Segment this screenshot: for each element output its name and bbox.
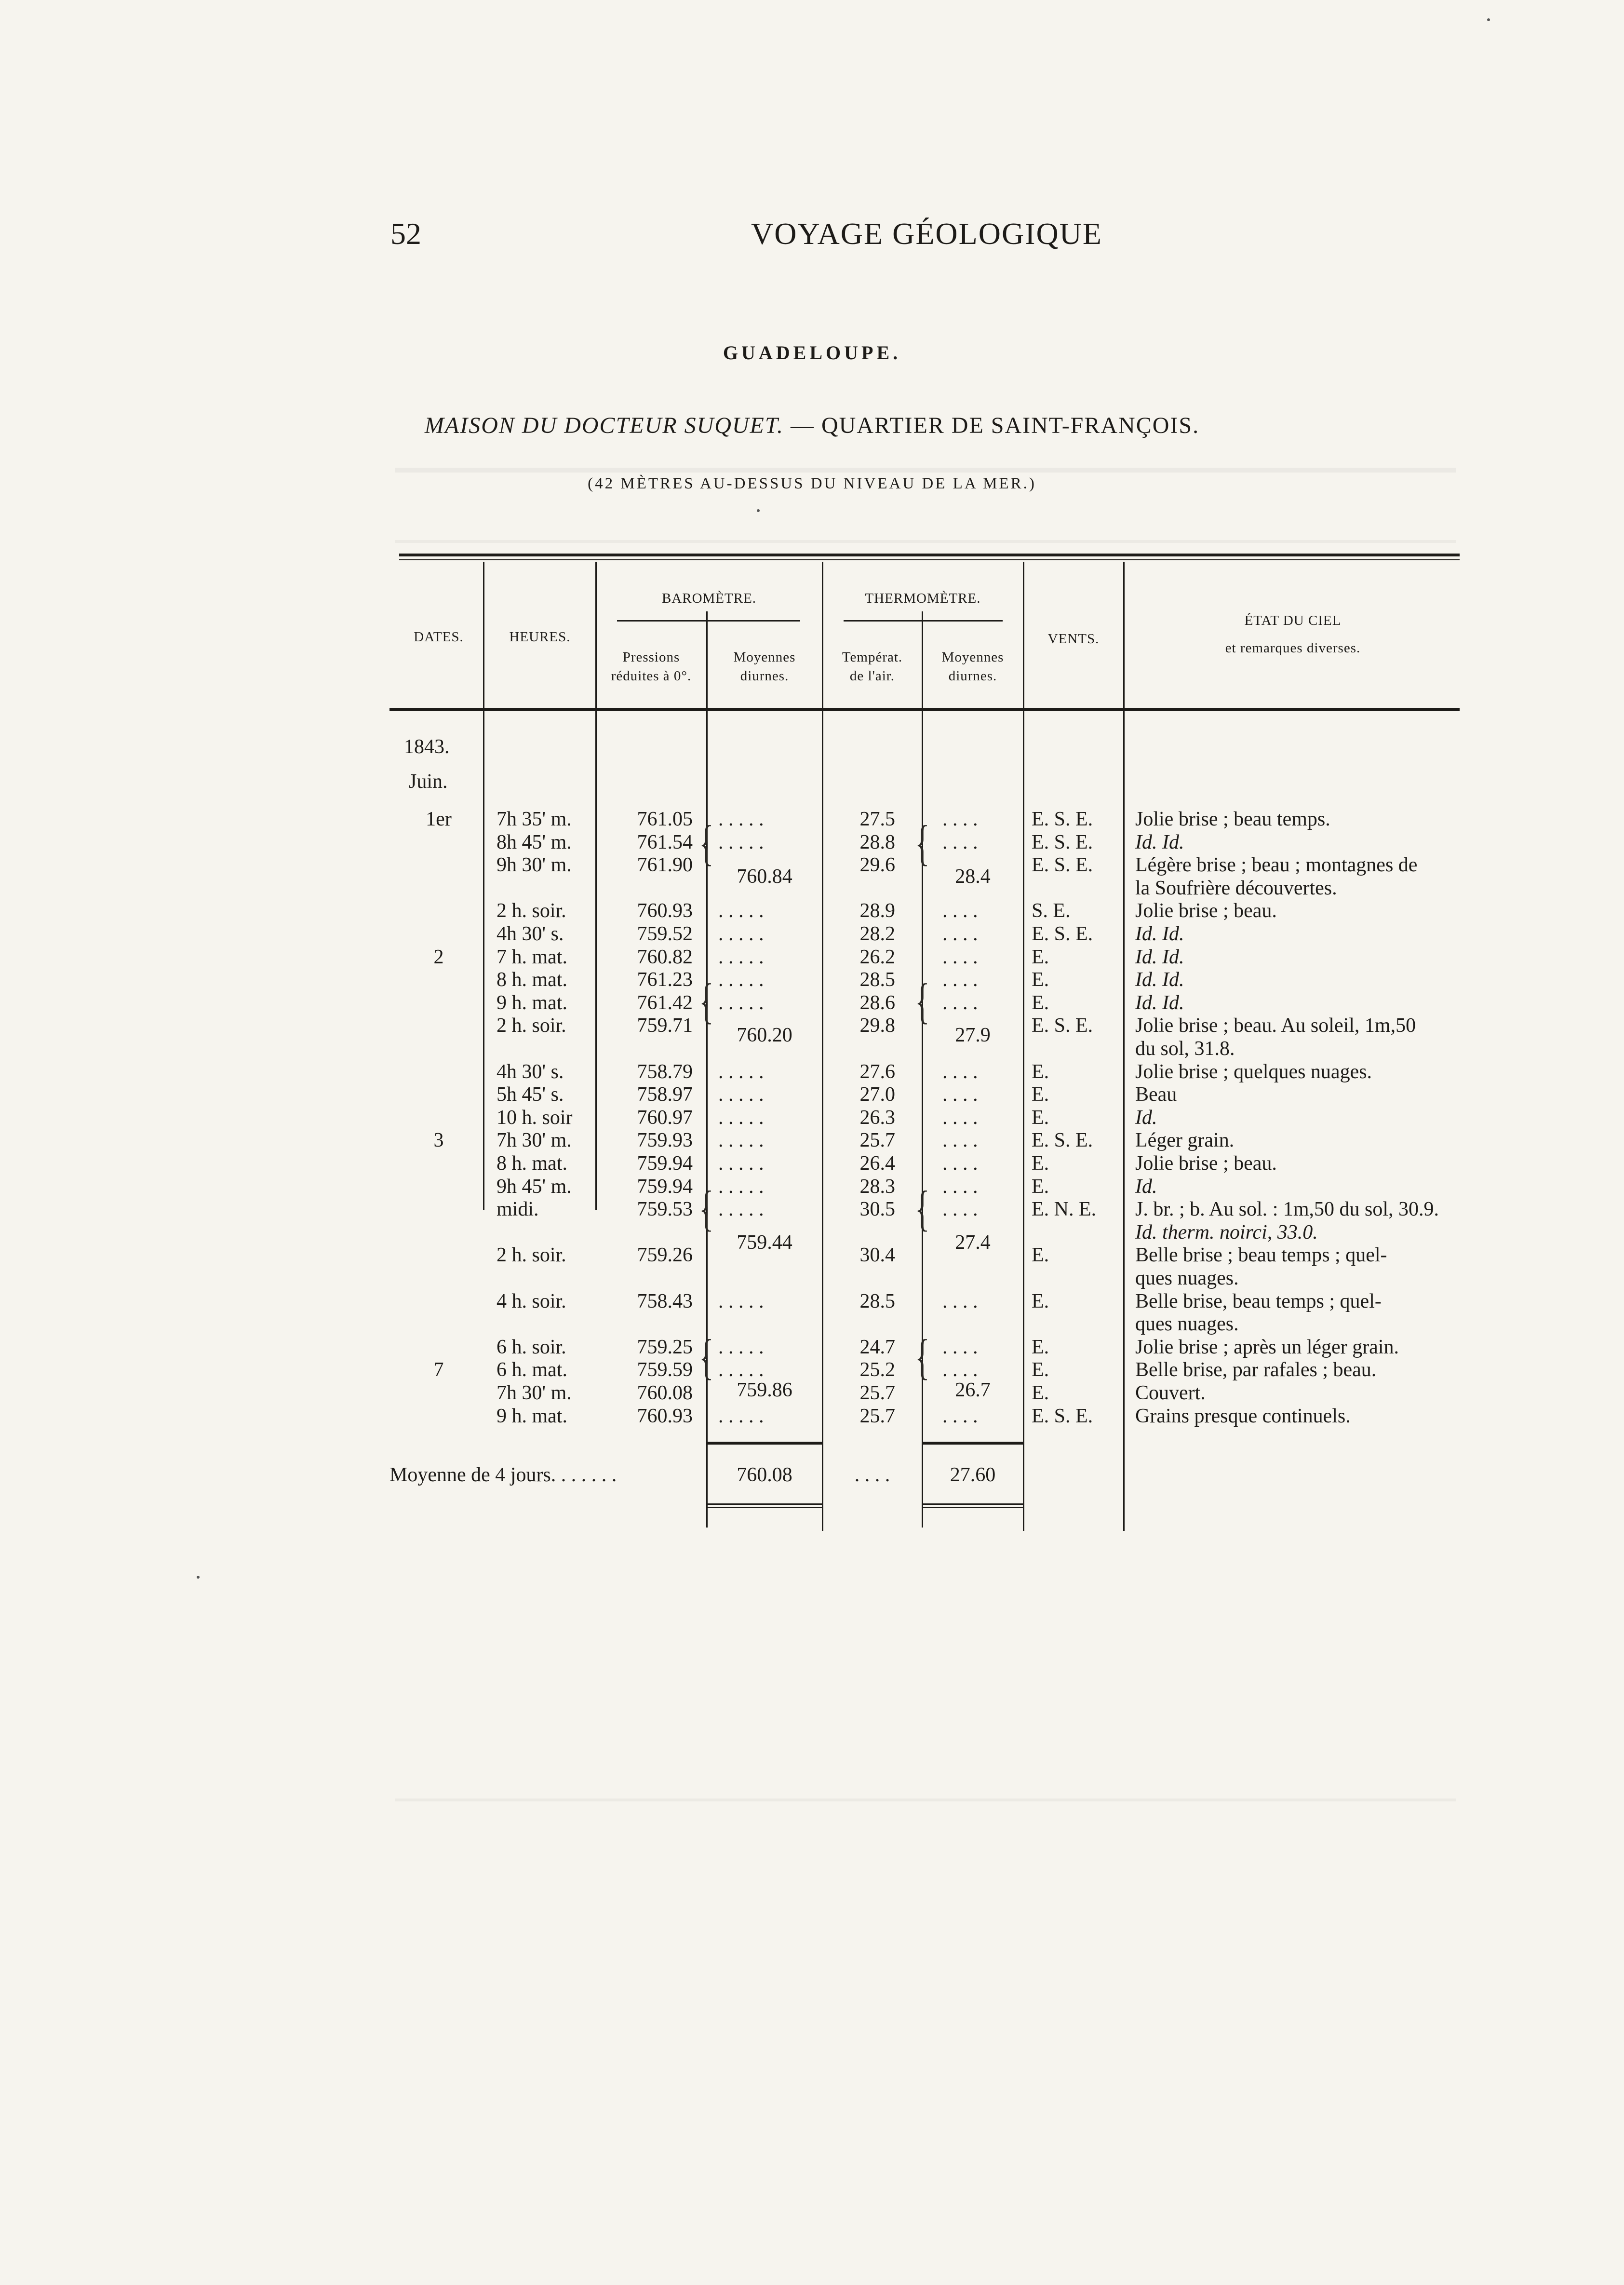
header-etat-l2: et remarques diverses. — [1225, 640, 1361, 656]
total-rule — [923, 1442, 1023, 1445]
brace-day-1-therm: { — [915, 815, 930, 870]
cell-etat: Jolie brise ; beau temps. — [1135, 808, 1330, 830]
cell-etat: Id. Id. — [1135, 946, 1184, 968]
cell-temp: 26.3 — [859, 1107, 895, 1129]
year-label: 1843. — [404, 736, 450, 758]
cell-moy-t: . . . . — [942, 1061, 978, 1083]
cell-moy-b: . . . . . — [718, 923, 764, 945]
daily-mean-baro: 759.44 — [737, 1231, 792, 1254]
daily-mean-therm: 26.7 — [955, 1379, 991, 1401]
daily-mean-baro: 760.20 — [737, 1024, 792, 1046]
cell-moy-t: . . . . — [942, 1083, 978, 1106]
cell-moy-t: . . . . — [942, 923, 978, 945]
cell-moy-t: . . . . — [942, 946, 978, 968]
cell-moy-t: . . . . — [942, 900, 978, 922]
header-moy-baro-l1: Moyennes — [733, 649, 796, 665]
cell-pression: 758.43 — [637, 1290, 693, 1312]
footer-rule — [707, 1503, 822, 1505]
cell-moy-b: . . . . . — [718, 1176, 764, 1198]
cell-pression: 759.71 — [637, 1014, 693, 1037]
cell-etat: Jolie brise ; beau. — [1135, 900, 1277, 922]
cell-moy-t: . . . . — [942, 969, 978, 991]
cell-moy-t: . . . . — [942, 1129, 978, 1151]
cell-heure: 9h 45' m. — [497, 1176, 572, 1198]
cell-etat: Id. — [1135, 1176, 1157, 1198]
cell-pression: 759.94 — [637, 1176, 693, 1198]
cell-pression: 760.97 — [637, 1107, 693, 1129]
page-number: 52 — [390, 216, 421, 251]
cell-moy-b: . . . . . — [718, 808, 764, 830]
cell-heure: 10 h. soir — [497, 1107, 573, 1129]
subheading-location: MAISON DU DOCTEUR SUQUET. — [424, 413, 784, 438]
cell-vent: E. — [1032, 1244, 1049, 1266]
stray-dot — [1487, 18, 1490, 21]
brace-day-3-therm: { — [915, 1181, 930, 1236]
cell-temp: 28.6 — [859, 992, 895, 1014]
cell-moy-b: . . . . . — [718, 1336, 764, 1358]
brace-day-7-baro: { — [699, 1329, 714, 1384]
daily-mean-baro: 760.84 — [737, 865, 792, 888]
month-label: Juin. — [409, 771, 448, 793]
stray-dot — [757, 509, 760, 512]
cell-pression: 759.26 — [637, 1244, 693, 1266]
cell-moy-b: . . . . . — [718, 992, 764, 1014]
cell-heure: 7h 30' m. — [497, 1382, 572, 1404]
cell-etat: Belle brise, par rafales ; beau. — [1135, 1359, 1377, 1381]
cell-etat: Id. Id. — [1135, 923, 1184, 945]
col-sep — [1023, 562, 1024, 1531]
bleed-through-band — [395, 540, 1456, 543]
cell-moy-t: . . . . — [942, 1359, 978, 1381]
cell-temp: 27.5 — [859, 808, 895, 830]
cell-vent: E. — [1032, 992, 1049, 1014]
cell-etat: ques nuages. — [1135, 1267, 1239, 1289]
cell-temp: 28.5 — [859, 1290, 895, 1312]
cell-temp: 30.4 — [859, 1244, 895, 1266]
cell-temp: 28.8 — [859, 831, 895, 853]
cell-vent: E. — [1032, 1176, 1049, 1198]
cell-vent: E. — [1032, 1061, 1049, 1083]
brace-day-3-baro: { — [699, 1181, 714, 1236]
bleed-through-band — [395, 1798, 1456, 1801]
cell-etat: Couvert. — [1135, 1382, 1206, 1404]
footer-rule — [707, 1507, 822, 1508]
cell-pression: 759.59 — [637, 1359, 693, 1381]
cell-vent: E. — [1032, 1083, 1049, 1106]
cell-heure: 2 h. soir. — [497, 1014, 566, 1037]
cell-temp: 27.6 — [859, 1061, 895, 1083]
header-thermometre: THERMOMÈTRE. — [865, 591, 981, 606]
header-temperat — [823, 648, 922, 686]
cell-date: 3 — [433, 1129, 444, 1151]
header-moy-therm-l1: Moyennes — [941, 649, 1004, 665]
cell-heure: 7h 35' m. — [497, 808, 572, 830]
header-thermometre-rule — [844, 620, 1003, 622]
table-top-rule — [399, 554, 1460, 556]
cell-temp: 24.7 — [859, 1336, 895, 1358]
col-sep — [1123, 562, 1125, 1531]
cell-heure: 7h 30' m. — [497, 1129, 572, 1151]
cell-temp: 30.5 — [859, 1198, 895, 1220]
total-rule — [707, 1442, 822, 1445]
brace-day-1-baro: { — [699, 815, 714, 870]
cell-heure: 6 h. soir. — [497, 1336, 566, 1358]
cell-moy-b: . . . . . — [718, 1129, 764, 1151]
cell-etat: Belle brise ; beau temps ; quel- — [1135, 1244, 1387, 1266]
cell-temp: 28.2 — [859, 923, 895, 945]
header-moy-baro — [707, 648, 822, 686]
cell-heure: 8 h. mat. — [497, 969, 567, 991]
cell-moy-b: . . . . . — [718, 1152, 764, 1175]
cell-etat: Id. Id. — [1135, 992, 1184, 1014]
cell-etat: Id. Id. — [1135, 831, 1184, 853]
daily-mean-baro: 759.86 — [737, 1379, 792, 1401]
cell-pression: 761.05 — [637, 808, 693, 830]
cell-pression: 758.79 — [637, 1061, 693, 1083]
cell-temp: 28.5 — [859, 969, 895, 991]
cell-moy-b: . . . . . — [718, 900, 764, 922]
cell-moy-b: . . . . . — [718, 1405, 764, 1427]
cell-vent: E. S. E. — [1032, 808, 1093, 830]
cell-temp: 28.3 — [859, 1176, 895, 1198]
cell-etat: du sol, 31.8. — [1135, 1038, 1235, 1060]
cell-heure: 4h 30' s. — [497, 923, 564, 945]
cell-heure: 8h 45' m. — [497, 831, 572, 853]
cell-temp: 25.2 — [859, 1359, 895, 1381]
cell-heure: 5h 45' s. — [497, 1083, 564, 1106]
header-bottom-rule — [389, 708, 1460, 711]
cell-temp: 25.7 — [859, 1382, 895, 1404]
cell-moy-t: . . . . — [942, 831, 978, 853]
cell-heure: 9 h. mat. — [497, 992, 567, 1014]
cell-pression: 759.93 — [637, 1129, 693, 1151]
cell-heure: 6 h. mat. — [497, 1359, 567, 1381]
altitude-note: (42 MÈTRES AU-DESSUS DU NIVEAU DE LA MER.) — [588, 475, 1036, 492]
cell-etat: ques nuages. — [1135, 1313, 1239, 1335]
cell-moy-t: . . . . — [942, 992, 978, 1014]
cell-moy-t: . . . . — [942, 1107, 978, 1129]
cell-moy-b: . . . . . — [718, 831, 764, 853]
cell-vent: E. — [1032, 969, 1049, 991]
cell-moy-b: . . . . . — [718, 946, 764, 968]
cell-vent: S. E. — [1032, 900, 1071, 922]
cell-pression: 759.52 — [637, 923, 693, 945]
subheading-quarter: — QUARTIER DE SAINT-FRANÇOIS. — [784, 413, 1200, 438]
cell-vent: E. — [1032, 1290, 1049, 1312]
header-pressions — [596, 648, 706, 686]
brace-day-2-therm: { — [915, 973, 930, 1028]
header-temperat-l2: de l'air. — [849, 668, 895, 684]
running-title: VOYAGE GÉOLOGIQUE — [751, 216, 1102, 251]
cell-date: 1er — [426, 808, 452, 830]
cell-temp: 25.7 — [859, 1129, 895, 1151]
cell-moy-b: . . . . . — [718, 1061, 764, 1083]
cell-vent: E. S. E. — [1032, 1014, 1093, 1037]
cell-pression: 760.82 — [637, 946, 693, 968]
cell-heure: 4h 30' s. — [497, 1061, 564, 1083]
cell-pression: 761.42 — [637, 992, 693, 1014]
cell-vent: E. — [1032, 1382, 1049, 1404]
cell-moy-b: . . . . . — [718, 1107, 764, 1129]
header-moy-baro-l2: diurnes. — [740, 668, 789, 684]
cell-etat: Jolie brise ; beau. — [1135, 1152, 1277, 1175]
cell-heure: midi. — [497, 1198, 539, 1220]
cell-etat: Jolie brise ; quelques nuages. — [1135, 1061, 1372, 1083]
stray-dot — [197, 1576, 200, 1579]
footer-baro: 760.08 — [737, 1464, 792, 1486]
cell-etat: Id. therm. noirci, 33.0. — [1135, 1221, 1318, 1244]
footer-rule — [923, 1503, 1023, 1505]
cell-temp: 28.9 — [859, 900, 895, 922]
cell-etat: Beau — [1135, 1083, 1177, 1106]
cell-moy-b: . . . . . — [718, 1083, 764, 1106]
header-barometre: BAROMÈTRE. — [661, 591, 757, 606]
cell-vent: E. S. E. — [1032, 854, 1093, 876]
cell-pression: 761.90 — [637, 854, 693, 876]
daily-mean-therm: 28.4 — [955, 865, 991, 888]
header-pressions-l2: réduites à 0°. — [611, 668, 692, 684]
cell-vent: E. — [1032, 1336, 1049, 1358]
bleed-through-band — [395, 468, 1456, 473]
header-moy-therm — [923, 648, 1023, 686]
cell-temp: 29.8 — [859, 1014, 895, 1037]
cell-moy-t: . . . . — [942, 1152, 978, 1175]
cell-date: 2 — [433, 946, 444, 968]
cell-moy-t: . . . . — [942, 1405, 978, 1427]
cell-date: 7 — [433, 1359, 444, 1381]
cell-vent: E. S. E. — [1032, 1405, 1093, 1427]
cell-moy-b: . . . . . — [718, 969, 764, 991]
cell-temp: 26.4 — [859, 1152, 895, 1175]
cell-etat: Belle brise, beau temps ; quel- — [1135, 1290, 1382, 1312]
cell-moy-b: . . . . . — [718, 1198, 764, 1220]
footer-temp: . . . . — [854, 1464, 890, 1486]
cell-moy-t: . . . . — [942, 1336, 978, 1358]
header-dates: DATES. — [414, 629, 464, 645]
cell-pression: 760.08 — [637, 1382, 693, 1404]
cell-pression: 760.93 — [637, 900, 693, 922]
cell-moy-t: . . . . — [942, 1290, 978, 1312]
cell-etat: la Soufrière découvertes. — [1135, 877, 1337, 899]
cell-heure: 2 h. soir. — [497, 1244, 566, 1266]
cell-moy-t: . . . . — [942, 1176, 978, 1198]
cell-temp: 27.0 — [859, 1083, 895, 1106]
cell-etat: J. br. ; b. Au sol. : 1m,50 du sol, 30.9. — [1135, 1198, 1439, 1220]
daily-mean-therm: 27.9 — [955, 1024, 991, 1046]
header-barometre-rule — [617, 620, 800, 622]
header-temperat-l1: Températ. — [842, 649, 903, 665]
cell-vent: E. S. E. — [1032, 831, 1093, 853]
header-pressions-l1: Pressions — [622, 649, 680, 665]
cell-pression: 761.23 — [637, 969, 693, 991]
cell-etat: Jolie brise ; après un léger grain. — [1135, 1336, 1399, 1358]
cell-etat: Id. — [1135, 1107, 1157, 1129]
cell-etat: Jolie brise ; beau. Au soleil, 1m,50 — [1135, 1014, 1416, 1037]
daily-mean-therm: 27.4 — [955, 1231, 991, 1254]
cell-pression: 760.93 — [637, 1405, 693, 1427]
cell-vent: E. — [1032, 946, 1049, 968]
header-etat-l1: ÉTAT DU CIEL — [1244, 613, 1342, 628]
cell-pression: 758.97 — [637, 1083, 693, 1106]
cell-pression: 759.94 — [637, 1152, 693, 1175]
section-heading: GUADELOUPE. — [723, 342, 901, 364]
cell-etat: Léger grain. — [1135, 1129, 1235, 1151]
cell-vent: E. S. E. — [1032, 923, 1093, 945]
cell-moy-b: . . . . . — [718, 1359, 764, 1381]
cell-vent: E. — [1032, 1107, 1049, 1129]
cell-vent: E. S. E. — [1032, 1129, 1093, 1151]
cell-heure: 2 h. soir. — [497, 900, 566, 922]
header-heures: HEURES. — [509, 629, 571, 645]
cell-vent: E. — [1032, 1152, 1049, 1175]
cell-moy-t: . . . . — [942, 808, 978, 830]
section-subheading — [0, 412, 1624, 439]
brace-day-7-therm: { — [915, 1329, 930, 1384]
cell-heure: 7 h. mat. — [497, 946, 567, 968]
brace-day-2-baro: { — [699, 973, 714, 1028]
cell-pression: 759.25 — [637, 1336, 693, 1358]
cell-moy-b: . . . . . — [718, 1290, 764, 1312]
header-etat — [1124, 611, 1462, 658]
cell-temp: 26.2 — [859, 946, 895, 968]
col-sep — [483, 562, 484, 1210]
cell-pression: 759.53 — [637, 1198, 693, 1220]
cell-heure: 9 h. mat. — [497, 1405, 567, 1427]
cell-moy-t: . . . . — [942, 1198, 978, 1220]
footer-rule — [923, 1507, 1023, 1508]
header-moy-therm-l2: diurnes. — [948, 668, 997, 684]
footer-therm: 27.60 — [950, 1464, 996, 1486]
cell-etat: Id. Id. — [1135, 969, 1184, 991]
cell-heure: 4 h. soir. — [497, 1290, 566, 1312]
cell-etat: Légère brise ; beau ; montagnes de — [1135, 854, 1418, 876]
table-top-rule-thin — [399, 559, 1460, 560]
footer-label: Moyenne de 4 jours. . . . . . . — [389, 1464, 617, 1486]
cell-vent: E. N. E. — [1032, 1198, 1097, 1220]
header-vents: VENTS. — [1047, 631, 1100, 647]
cell-pression: 761.54 — [637, 831, 693, 853]
cell-heure: 8 h. mat. — [497, 1152, 567, 1175]
cell-temp: 25.7 — [859, 1405, 895, 1427]
cell-vent: E. — [1032, 1359, 1049, 1381]
cell-heure: 9h 30' m. — [497, 854, 572, 876]
cell-temp: 29.6 — [859, 854, 895, 876]
cell-etat: Grains presque continuels. — [1135, 1405, 1351, 1427]
